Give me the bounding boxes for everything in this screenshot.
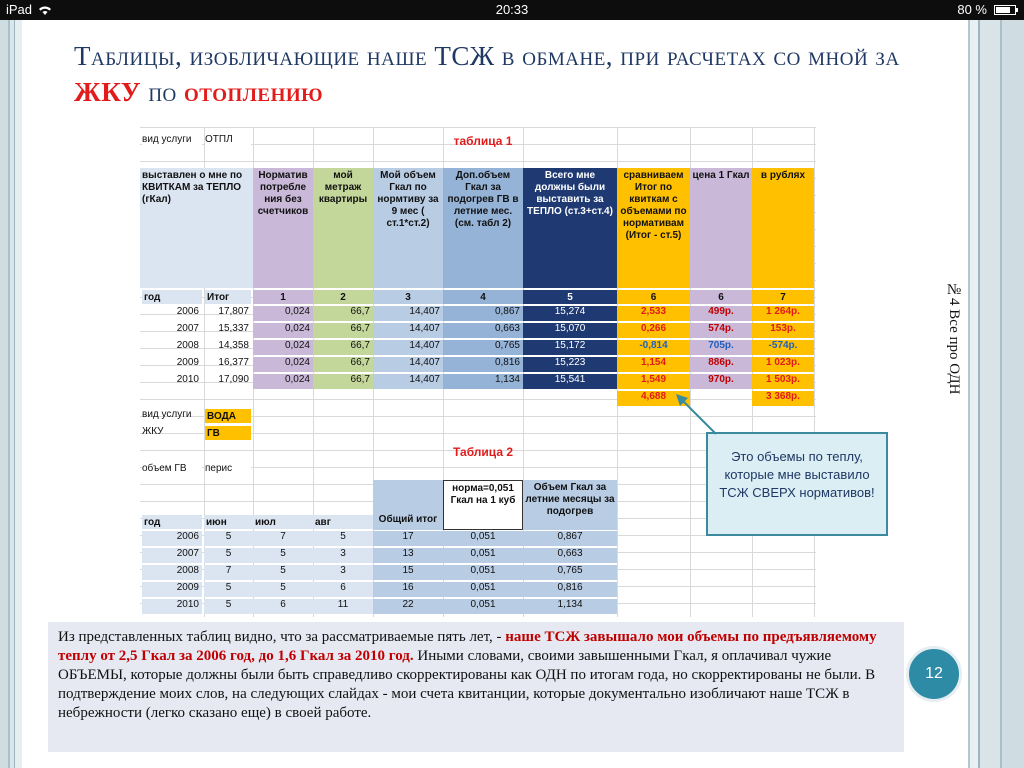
itog-cell: 16,377: [218, 357, 249, 368]
col-number: 5: [523, 290, 617, 304]
month-cell: 5: [253, 582, 313, 597]
data-cell: 14,407: [373, 306, 443, 321]
header-billed: выставлен о мне по КВИТКАМ за ТЕПЛО (гКал): [140, 168, 253, 288]
norm-cell: 0,051: [443, 531, 523, 546]
year-cell: 2009: [176, 357, 199, 368]
data-cell: 15,274: [523, 306, 617, 321]
month-cell: 5: [204, 548, 253, 563]
data-cell: 14,407: [373, 340, 443, 355]
col-number: 6: [690, 290, 752, 304]
total-cell: 22: [373, 599, 443, 614]
year-cell2: 2008: [142, 565, 202, 580]
data-cell: 0,266: [617, 323, 690, 338]
total-compare: 4,688: [617, 391, 690, 406]
data-cell: 886р.: [690, 357, 752, 372]
year-cell2: 2007: [142, 548, 202, 563]
month-cell: 5: [253, 548, 313, 563]
total-cell: 16: [373, 582, 443, 597]
header-extra: Доп.объем Гкал за подогрев ГВ в летние мес. (см. табл 2): [443, 168, 523, 288]
total-rub: 3 368р.: [752, 391, 814, 406]
battery-icon: [994, 5, 1016, 15]
grid-line: [140, 161, 816, 162]
header-total: Всего мне должны были выставить за ТЕПЛО (ст.3+ст.4): [523, 168, 617, 288]
col-number: 7: [752, 290, 814, 304]
col-number: 4: [443, 290, 523, 304]
month-cell: 7: [253, 531, 313, 546]
data-cell: 970р.: [690, 374, 752, 389]
data-cell: 14,407: [373, 323, 443, 338]
vol-cell: 0,663: [523, 548, 617, 563]
data-cell: 15,541: [523, 374, 617, 389]
total-cell: 17: [373, 531, 443, 546]
table2-filter-label: объем ГВ: [142, 463, 202, 477]
data-cell: 499р.: [690, 306, 752, 321]
data-cell: 0,024: [253, 323, 313, 338]
header-area: мой метраж квартиры: [313, 168, 373, 288]
filter-value: ОТПЛ: [205, 134, 251, 148]
itog-cell: 17,090: [218, 374, 249, 385]
vol-cell: 0,816: [523, 582, 617, 597]
data-cell: 574р.: [690, 323, 752, 338]
data-cell: 66,7: [313, 306, 373, 321]
clock: 20:33: [495, 2, 529, 17]
filter-label: вид услуги: [142, 134, 202, 148]
slide-title: Таблицы, изобличающие наше ТСЖ в обмане, при расчетах со мной за ЖКУ по отоплению: [74, 41, 900, 107]
year-cell2: 2009: [142, 582, 202, 597]
year-cell: 2010: [176, 374, 199, 385]
explanation-text: Из представленных таблиц видно, что за рассматриваемые пять лет, - наше ТСЖ завышало мои объемы по предъявляемому теплу от 2,5 Гкал за 2006 год, до 1,6 Гкал за 2010 год. Иными словами, своими завышенными Гкал, я оплачивал чужие ОБЪЕМЫ, которые должны были быть справедливо скорректированы как ОДН по итогам года, но скорректированы не были. В подтверждение моих слов, на следующих слайдах - мои счета квитанции, которые документально изобличают наше ТСЖ в небрежности (легко сказано еще) в своей работе.: [48, 622, 904, 752]
norm-cell: 0,051: [443, 548, 523, 563]
right-decoration: [962, 20, 1024, 768]
data-cell: 1 023р.: [752, 357, 814, 372]
year-cell: 2006: [176, 306, 199, 317]
year-cell: 2007: [176, 323, 199, 334]
data-cell: 66,7: [313, 374, 373, 389]
status-bar: [0, 0, 1024, 20]
month-cell: 6: [313, 582, 373, 597]
month-cell: 5: [204, 582, 253, 597]
month-cell: 7: [204, 565, 253, 580]
header-vol2: Объем Гкал за летние месяцы за подогрев: [523, 480, 617, 530]
data-cell: 0,663: [443, 323, 523, 338]
data-cell: 0,024: [253, 357, 313, 372]
data-cell: 1 264р.: [752, 306, 814, 321]
left-decoration: [0, 20, 22, 768]
data-cell: -0,814: [617, 340, 690, 355]
year-label2: год: [142, 515, 202, 529]
data-cell: 66,7: [313, 323, 373, 338]
header-compare: сравниваем Итог по квиткам с объемами по нормативам (Итог - ст.5): [617, 168, 690, 288]
data-cell: 0,024: [253, 306, 313, 321]
data-cell: 0,765: [443, 340, 523, 355]
data-cell: 0,024: [253, 374, 313, 389]
norm-cell: 0,051: [443, 582, 523, 597]
data-cell: 66,7: [313, 357, 373, 372]
device-label: iPad: [6, 2, 52, 17]
itog-cell: 14,358: [218, 340, 249, 351]
col-number: 1: [253, 290, 313, 304]
data-cell: 0,024: [253, 340, 313, 355]
data-cell: 1,154: [617, 357, 690, 372]
month-cell: 3: [313, 565, 373, 580]
norm-cell: 0,051: [443, 599, 523, 614]
data-cell: 1 503р.: [752, 374, 814, 389]
callout-box: Это объемы по теплу, которые мне выставило ТСЖ СВЕРХ нормативов!: [706, 432, 888, 536]
norm-cell: 0,051: [443, 565, 523, 580]
header-total-itog: Общий итог: [373, 480, 443, 530]
data-cell: 14,407: [373, 357, 443, 372]
filter2-label2: ЖКУ: [142, 426, 164, 437]
data-cell: 153р.: [752, 323, 814, 338]
header-norm: Норматив потребле ния без счетчиков: [253, 168, 313, 288]
year-label: год: [142, 290, 202, 304]
header-norm2: норма=0,051 Гкал на 1 куб: [443, 480, 523, 530]
side-label: №4 Все про ОДН: [946, 282, 962, 395]
vol-cell: 0,867: [523, 531, 617, 546]
page-number-badge: 12: [906, 646, 962, 702]
month-cell: 6: [253, 599, 313, 614]
table1-caption: таблица 1: [453, 134, 513, 147]
month-cell: 5: [313, 531, 373, 546]
data-cell: 0,867: [443, 306, 523, 321]
spreadsheet-image: [140, 127, 816, 617]
vol-cell: 0,765: [523, 565, 617, 580]
month-cell: 3: [313, 548, 373, 563]
filter2-value1: ВОДА: [205, 409, 251, 423]
total-cell: 13: [373, 548, 443, 563]
grid-line: [140, 127, 816, 128]
month-cell: 5: [204, 599, 253, 614]
callout-arrow: [670, 390, 730, 440]
data-cell: 0,816: [443, 357, 523, 372]
data-cell: 15,172: [523, 340, 617, 355]
month-cell: 5: [253, 565, 313, 580]
header-price: цена 1 Гкал: [690, 168, 752, 288]
col-number: 2: [313, 290, 373, 304]
filter2-value2: ГВ: [205, 426, 251, 440]
col-number: 3: [373, 290, 443, 304]
data-cell: 705р.: [690, 340, 752, 355]
year-cell: 2008: [176, 340, 199, 351]
month-header: авг: [313, 515, 373, 529]
year-cell2: 2010: [142, 599, 202, 614]
month-header: июн: [204, 515, 253, 529]
month-cell: 5: [204, 531, 253, 546]
header-rub: в рублях: [752, 168, 814, 288]
data-cell: 66,7: [313, 340, 373, 355]
data-cell: -574р.: [752, 340, 814, 355]
year-cell2: 2006: [142, 531, 202, 546]
col-number: 6: [617, 290, 690, 304]
itog-cell: 15,337: [218, 323, 249, 334]
table2-filter-value: перис: [205, 463, 251, 477]
data-cell: 2,533: [617, 306, 690, 321]
itog-label: Итог: [205, 290, 251, 304]
vol-cell: 1,134: [523, 599, 617, 614]
filter2-label1: вид услуги: [142, 409, 192, 420]
battery-status: 80 %: [957, 2, 1016, 17]
table2-caption: Таблица 2: [452, 445, 514, 459]
data-cell: 1,134: [443, 374, 523, 389]
month-header: июл: [253, 515, 313, 529]
grid-line: [814, 127, 815, 617]
total-cell: 15: [373, 565, 443, 580]
header-vol9: Мой объем Гкал по нормтиву за 9 мес ( ст.1*ст.2): [373, 168, 443, 288]
data-cell: 14,407: [373, 374, 443, 389]
data-cell: 15,070: [523, 323, 617, 338]
data-cell: 1,549: [617, 374, 690, 389]
data-cell: 15,223: [523, 357, 617, 372]
month-cell: 11: [313, 599, 373, 614]
itog-cell: 17,807: [218, 306, 249, 317]
